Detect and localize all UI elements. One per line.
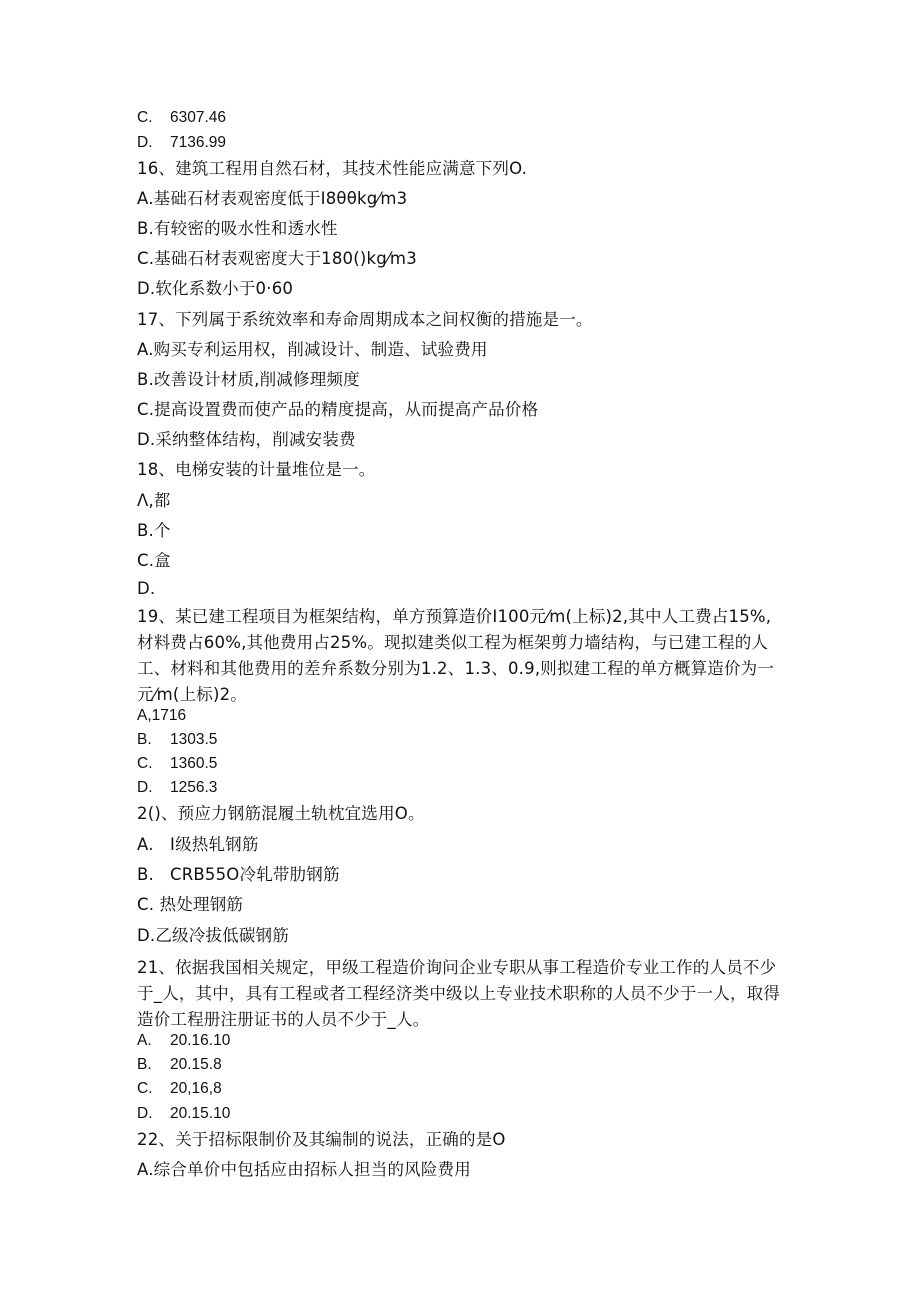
- question-18: 18、电梯安装的计量堆位是一。: [137, 460, 376, 479]
- question-17-option-a: A.购买专利运用权，削减设计、制造、试验费用: [137, 340, 488, 359]
- option-c-value: C. 6307.46: [137, 109, 227, 126]
- question-18-option-d: D.: [137, 579, 156, 598]
- question-21: 21、依据我国相关规定，甲级工程造价询问企业专职从事工程造价专业工作的人员不少于_人，其中，具有工程或者工程经济类中级以上专业技术职称的人员不少于一人，取得造价工程册注册证书的人员不少于_人。: [137, 958, 781, 1029]
- question-21-option-b: B. 20.15.8: [137, 1056, 222, 1073]
- question-16-option-a: A.基础石材表观密度低于I8θθkg⁄m3: [137, 189, 408, 208]
- question-16-option-c: C.基础石材表观密度大于180()kg⁄m3: [137, 249, 417, 268]
- question-21-option-a: A. 20.16.10: [137, 1032, 231, 1049]
- question-21-option-d: D. 20.15.10: [137, 1105, 231, 1122]
- question-19-option-a: A,1716: [137, 707, 187, 724]
- option-d-value: D. 7136.99: [137, 134, 227, 151]
- question-18-option-c: C.盒: [137, 551, 171, 570]
- question-16-option-b: B.有较密的吸水性和透水性: [137, 219, 338, 238]
- question-20-option-b: B. CRB55O冷轧带肋钢筋: [137, 865, 340, 884]
- question-17-option-d: D.采纳整体结构，削减安装费: [137, 430, 356, 449]
- question-17: 17、下列属于系统效率和寿命周期成本之间权衡的措施是一。: [137, 310, 593, 329]
- question-21-option-c: C. 20,16,8: [137, 1080, 222, 1097]
- question-16: 16、建筑工程用自然石材，其技术性能应满意下列O.: [137, 159, 528, 178]
- question-18-option-b: B.个: [137, 521, 171, 540]
- question-17-option-b: B.改善设计材质,削减修理频度: [137, 370, 360, 389]
- question-20-option-d: D.乙级冷拔低碳钢筋: [137, 926, 289, 945]
- question-20-option-c: C. 热处理钢筋: [137, 895, 244, 914]
- question-19-option-c: C. 1360.5: [137, 755, 218, 772]
- question-17-option-c: C.提高设置费而使产品的精度提高，从而提高产品价格: [137, 400, 539, 419]
- question-20-option-a: A. I级热轧钢筋: [137, 835, 259, 854]
- question-22: 22、关于招标限制价及其编制的说法，正确的是O: [137, 1130, 506, 1149]
- question-19-option-b: B. 1303.5: [137, 731, 218, 748]
- question-22-option-a: A.综合单价中包括应由招标人担当的风险费用: [137, 1160, 471, 1179]
- question-19: 19、某已建工程项目为框架结构，单方预算造价I100元⁄m(上标)2,其中人工费占15%,材料费占60%,其他费用占25%。现拟建类似工程为框架剪力墙结构，与已建工程的人工、材料和其他费用的差弁系数分别为1.2、1.3、0.9,则拟建工程的单方概算造价为一元⁄m(上标)2。: [137, 607, 775, 704]
- question-16-option-d: D.软化系数小于0·60: [137, 279, 294, 298]
- question-20: 2()、预应力钢筋混履土轨枕宜选用O。: [137, 804, 425, 823]
- question-19-option-d: D. 1256.3: [137, 779, 218, 796]
- question-18-option-a: Λ,都: [137, 491, 171, 510]
